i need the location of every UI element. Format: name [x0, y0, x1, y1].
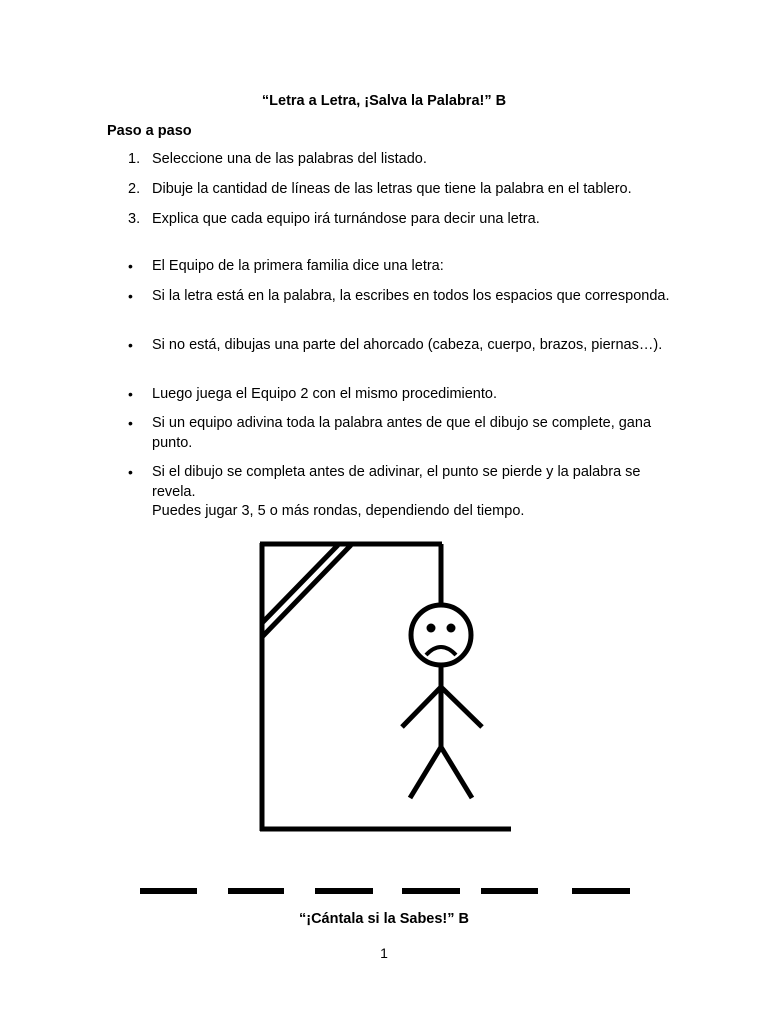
- bullet-text: Si la letra está en la palabra, la escribes en todos los espacios que corresponda.: [152, 288, 670, 304]
- bullet-item: [128, 385, 672, 405]
- gallows-brace-outer: [262, 545, 338, 623]
- step-item: [128, 180, 672, 200]
- page-number: 1: [380, 945, 388, 961]
- next-activity-title: “¡Cántala si la Sabes!” B: [298, 911, 470, 927]
- bullet-text: Luego juega el Equipo 2 con el mismo procedimiento.: [152, 386, 497, 402]
- bullet-icon: •: [128, 415, 133, 431]
- bullet-icon: •: [128, 337, 133, 353]
- section-heading: Paso a paso: [107, 123, 192, 139]
- bullet-text: Si un equipo adivina toda la palabra antes de que el dibujo se complete, gana punto.: [152, 415, 652, 451]
- bullet-text: Si el dibujo se completa antes de adivinar, el punto se pierde y la palabra se revela.: [152, 464, 641, 500]
- bullet-icon: •: [128, 258, 133, 274]
- hangman-right-eye: [447, 624, 456, 633]
- hangman-drawing: [250, 535, 520, 840]
- hangman-sad-mouth: [426, 647, 456, 655]
- step-text: Dibuje la cantidad de líneas de las letras que tiene la palabra en el tablero.: [152, 181, 632, 197]
- step-number: 2.: [128, 181, 141, 197]
- document-title: “Letra a Letra, ¡Salva la Palabra!” B: [261, 93, 507, 109]
- bullet-extra-text: Puedes jugar 3, 5 o más rondas, dependiendo del tiempo.: [152, 503, 525, 519]
- bullet-icon: •: [128, 288, 133, 304]
- hangman-right-arm: [441, 687, 482, 727]
- bullet-item: [128, 257, 672, 277]
- step-item: [128, 150, 672, 170]
- bullet-text: Si no está, dibujas una parte del ahorcado (cabeza, cuerpo, brazos, piernas…).: [152, 337, 663, 353]
- step-item: [128, 210, 672, 230]
- bullet-item: [128, 336, 672, 356]
- hangman-right-leg: [441, 747, 472, 798]
- hangman-head: [411, 605, 471, 665]
- hangman-left-arm: [402, 687, 441, 727]
- letter-blanks: [130, 880, 650, 900]
- bullet-item: [128, 463, 672, 522]
- step-number: 1.: [128, 151, 141, 167]
- bullet-text: El Equipo de la primera familia dice una letra:: [152, 258, 444, 274]
- step-number: 3.: [128, 211, 141, 227]
- hangman-left-leg: [410, 747, 441, 798]
- bullet-icon: •: [128, 464, 133, 480]
- step-text: Explica que cada equipo irá turnándose para decir una letra.: [152, 211, 540, 227]
- step-text: Seleccione una de las palabras del listado.: [152, 151, 427, 167]
- hangman-left-eye: [427, 624, 436, 633]
- gallows-brace-inner: [262, 545, 351, 637]
- bullet-icon: •: [128, 386, 133, 402]
- bullet-item: [128, 414, 672, 453]
- bullet-item: [128, 287, 672, 307]
